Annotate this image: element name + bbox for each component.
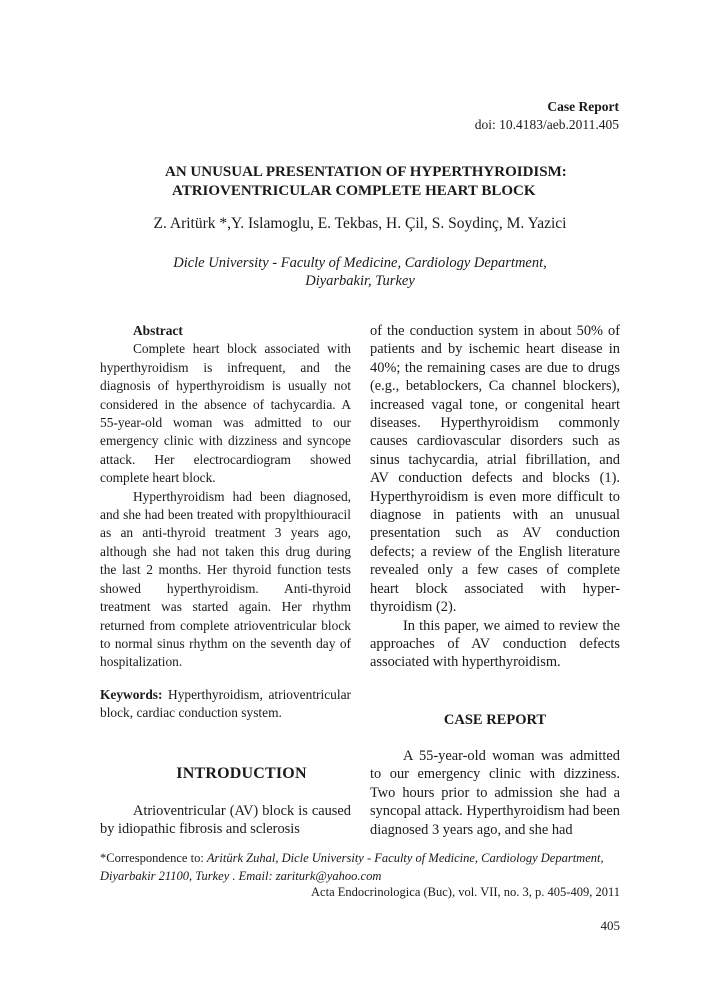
body-paragraph-2: In this paper, we aimed to review the approaches of AV conduction defects associated with hyperthyroidism.: [370, 617, 620, 671]
keywords: [100, 686, 351, 723]
article-type: Case Report: [547, 99, 619, 114]
abstract-heading: Abstract: [133, 323, 183, 338]
page-number: 405: [600, 918, 620, 933]
abstract-paragraph-1: Complete heart block associated with hyperthyroidism is infrequent, and the diagnosis of hyperthyroidism is usually not considered in the absence of tachycardia. A 55-year-old woman was admitted to our emergency clinic with dizziness and syncope attack. Her electrocardiogram showed complete heart block.: [100, 341, 351, 486]
introduction-paragraph: [100, 802, 351, 839]
case-report-paragraph: [370, 747, 620, 839]
affiliation: [100, 254, 620, 290]
correspondence-text: Aritürk Zuhal, Dicle University - Faculty of Medicine, Cardiology Department, Diyarbakir 21100, Turkey . Email: zariturk@yahoo.com: [100, 851, 604, 883]
introduction-continued: [370, 322, 620, 672]
body-paragraph-1: of the conduction system in about 50% of patients and by ischemic heart disease in 40%; the remaining cases are due to drugs (e.g., betablockers, Ca channel blockers), increased vagal tone, or congenital heart diseases. Hyperthyroidism commonly causes cardiovascular disorders such as sinus tachycardia, atrial fibrillation, and AV conduction defects and blocks (1). Hyperthyroidism is even more difficult to diagnose in patients with an unusual presentation such as AV conduction defects; a review of the English literature revealed only a few cases of complete heart block associated with hyper-thyroidism (2).: [370, 323, 620, 616]
title-line-1: AN UNUSUAL PRESENTATION OF HYPERTHYROIDISM:: [165, 164, 567, 180]
abstract-section: [100, 322, 351, 723]
doi: doi: 10.4183/aeb.2011.405: [474, 117, 619, 132]
article-title: [100, 163, 620, 201]
journal-citation: Acta Endocrinologica (Buc), vol. VII, no. 3, p. 405-409, 2011: [311, 885, 620, 899]
case-report-heading: CASE REPORT: [443, 712, 547, 728]
correspondence-label: *Correspondence to:: [100, 851, 207, 865]
introduction-text: Atrioventricular (AV) block is caused by idiopathic fibrosis and sclerosis: [100, 803, 351, 838]
introduction-heading: INTRODUCTION: [176, 765, 307, 782]
affiliation-line-1: Dicle University - Faculty of Medicine, Cardiology Department,: [173, 255, 547, 271]
keywords-text: Hyperthyroidism, atrioventricular block, cardiac conduction system.: [100, 686, 351, 721]
correspondence-note: [100, 849, 640, 885]
author-list: Z. Aritürk *,Y. Islamoglu, E. Tekbas, H. Çil, S. Soydinç, M. Yazici: [153, 215, 567, 232]
keywords-label: Keywords:: [100, 686, 163, 702]
affiliation-line-2: Diyarbakir, Turkey: [305, 273, 415, 289]
title-line-2: ATRIOVENTRICULAR COMPLETE HEART BLOCK: [172, 183, 536, 199]
case-report-text: A 55-year-old woman was admitted to our emergency clinic with dizziness. Two hours prior to admission she had a syncopal attack. Hyperthyroidism had been diagnosed 3 years ago, and she had: [370, 748, 620, 838]
abstract-paragraph-2: Hyperthyroidism had been diagnosed, and she had been treated with propylthiouracil as an anti-thyroid treatment 3 years ago, although she had not taken this drug during the last 2 months. Her thyroid function tests showed hyperthyroidism. Anti-thyroid treatment was started again. Her rhythm returned from complete atrioventricular block to normal sinus rhythm on the seventh day of hospitalization.: [100, 488, 351, 670]
